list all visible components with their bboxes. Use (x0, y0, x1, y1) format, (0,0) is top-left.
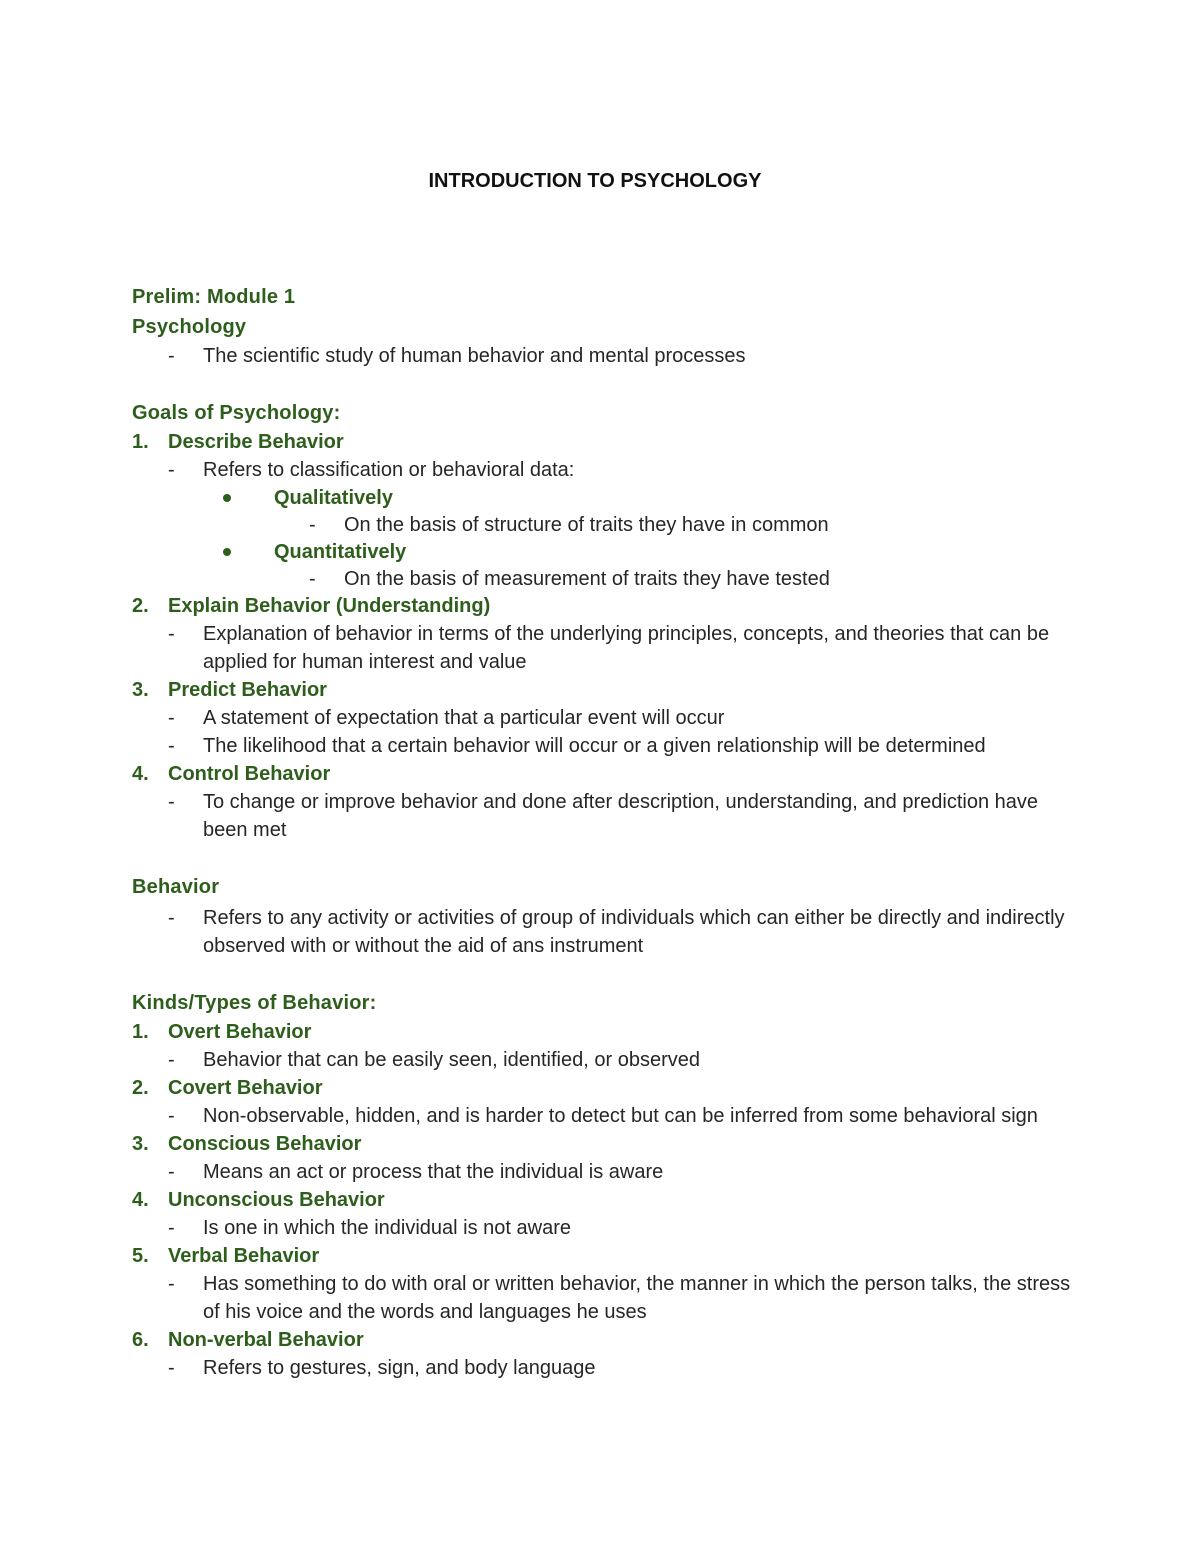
type-point-text: Is one in which the individual is not aware (203, 1217, 571, 1239)
type-point-text: Means an act or process that the individual is aware (203, 1161, 664, 1183)
goal-item (132, 592, 1072, 620)
goal-number: 2. (132, 595, 149, 617)
type-point (132, 1354, 1072, 1382)
type-item (132, 1326, 1072, 1354)
type-title: Non-verbal Behavior (168, 1329, 364, 1351)
behavior-heading: Behavior (132, 876, 220, 898)
type-number: 2. (132, 1077, 149, 1099)
definition-text: Refers to any activity or activities of group of individuals which can either be directly and indirectly observed with or without the aid of ans instrument (203, 907, 1065, 957)
dash-marker: - (168, 1105, 175, 1127)
goal-point (132, 732, 1072, 760)
goal-title: Describe Behavior (168, 431, 344, 453)
type-number: 3. (132, 1133, 149, 1155)
type-item (132, 1130, 1072, 1158)
goal-number: 1. (132, 431, 149, 453)
dash-marker: - (309, 568, 316, 590)
dash-marker: - (168, 345, 175, 367)
type-number: 5. (132, 1245, 149, 1267)
definition-text: The scientific study of human behavior and mental processes (203, 345, 746, 367)
type-item (132, 1074, 1072, 1102)
type-point (132, 1046, 1072, 1074)
type-title: Verbal Behavior (168, 1245, 320, 1267)
document-title: INTRODUCTION TO PSYCHOLOGY (428, 170, 762, 192)
type-point (132, 1214, 1072, 1242)
bullet-detail (132, 512, 1072, 538)
document-body (132, 282, 1072, 1382)
goal-point (132, 704, 1072, 732)
type-title: Covert Behavior (168, 1077, 323, 1099)
dash-marker: - (168, 791, 175, 813)
bullet-detail-text: On the basis of measurement of traits they have tested (344, 568, 830, 590)
type-number: 1. (132, 1021, 149, 1043)
psychology-heading: Psychology (132, 316, 247, 338)
type-point (132, 1270, 1072, 1326)
type-title: Unconscious Behavior (168, 1189, 385, 1211)
bullet-detail (132, 566, 1072, 592)
bullet-label: Qualitatively (274, 487, 393, 509)
psychology-definition (132, 342, 1072, 370)
goal-point-text: To change or improve behavior and done after description, understanding, and prediction have been met (203, 791, 1038, 841)
goal-point (132, 620, 1072, 676)
goal-number: 3. (132, 679, 149, 701)
goal-point-text: The likelihood that a certain behavior will occur or a given relationship will be determined (203, 735, 986, 757)
goal-title: Predict Behavior (168, 679, 327, 701)
type-title: Conscious Behavior (168, 1133, 362, 1155)
goal-point-text: A statement of expectation that a particular event will occur (203, 707, 725, 729)
dash-marker: - (168, 1161, 175, 1183)
goal-number: 4. (132, 763, 149, 785)
types-heading: Kinds/Types of Behavior: (132, 992, 377, 1014)
bullet-icon (223, 494, 231, 502)
bullet-item (132, 538, 1072, 566)
type-item (132, 1018, 1072, 1046)
goal-title: Control Behavior (168, 763, 331, 785)
goal-item (132, 676, 1072, 704)
dash-marker: - (168, 1357, 175, 1379)
bullet-icon (223, 548, 231, 556)
bullet-label: Quantitatively (274, 541, 407, 563)
goal-point-text: Refers to classification or behavioral data: (203, 459, 575, 481)
goal-point (132, 788, 1072, 844)
behavior-definition (132, 904, 1072, 960)
type-point-text: Refers to gestures, sign, and body language (203, 1357, 596, 1379)
type-title: Overt Behavior (168, 1021, 312, 1043)
goal-point-text: Explanation of behavior in terms of the underlying principles, concepts, and theories that can be applied for human interest and value (203, 623, 1050, 673)
type-number: 4. (132, 1189, 149, 1211)
dash-marker: - (168, 1217, 175, 1239)
type-point-text: Behavior that can be easily seen, identified, or observed (203, 1049, 700, 1071)
module-heading: Prelim: Module 1 (132, 286, 296, 308)
type-item (132, 1242, 1072, 1270)
bullet-item (132, 484, 1072, 512)
dash-marker: - (168, 623, 175, 645)
dash-marker: - (168, 707, 175, 729)
goal-item (132, 760, 1072, 788)
goal-title: Explain Behavior (Understanding) (168, 595, 491, 617)
goals-heading: Goals of Psychology: (132, 402, 341, 424)
type-point-text: Has something to do with oral or written behavior, the manner in which the person talks, the stress of his voice and the words and languages he uses (203, 1273, 1071, 1323)
dash-marker: - (168, 1049, 175, 1071)
type-point (132, 1158, 1072, 1186)
type-point (132, 1102, 1072, 1130)
type-number: 6. (132, 1329, 149, 1351)
dash-marker: - (168, 1273, 175, 1295)
bullet-detail-text: On the basis of structure of traits they have in common (344, 514, 829, 536)
type-point-text: Non-observable, hidden, and is harder to detect but can be inferred from some behavioral sign (203, 1105, 1038, 1127)
dash-marker: - (168, 907, 175, 929)
goal-item (132, 428, 1072, 456)
dash-marker: - (309, 514, 316, 536)
type-item (132, 1186, 1072, 1214)
dash-marker: - (168, 459, 175, 481)
goal-point (132, 456, 1072, 484)
dash-marker: - (168, 735, 175, 757)
